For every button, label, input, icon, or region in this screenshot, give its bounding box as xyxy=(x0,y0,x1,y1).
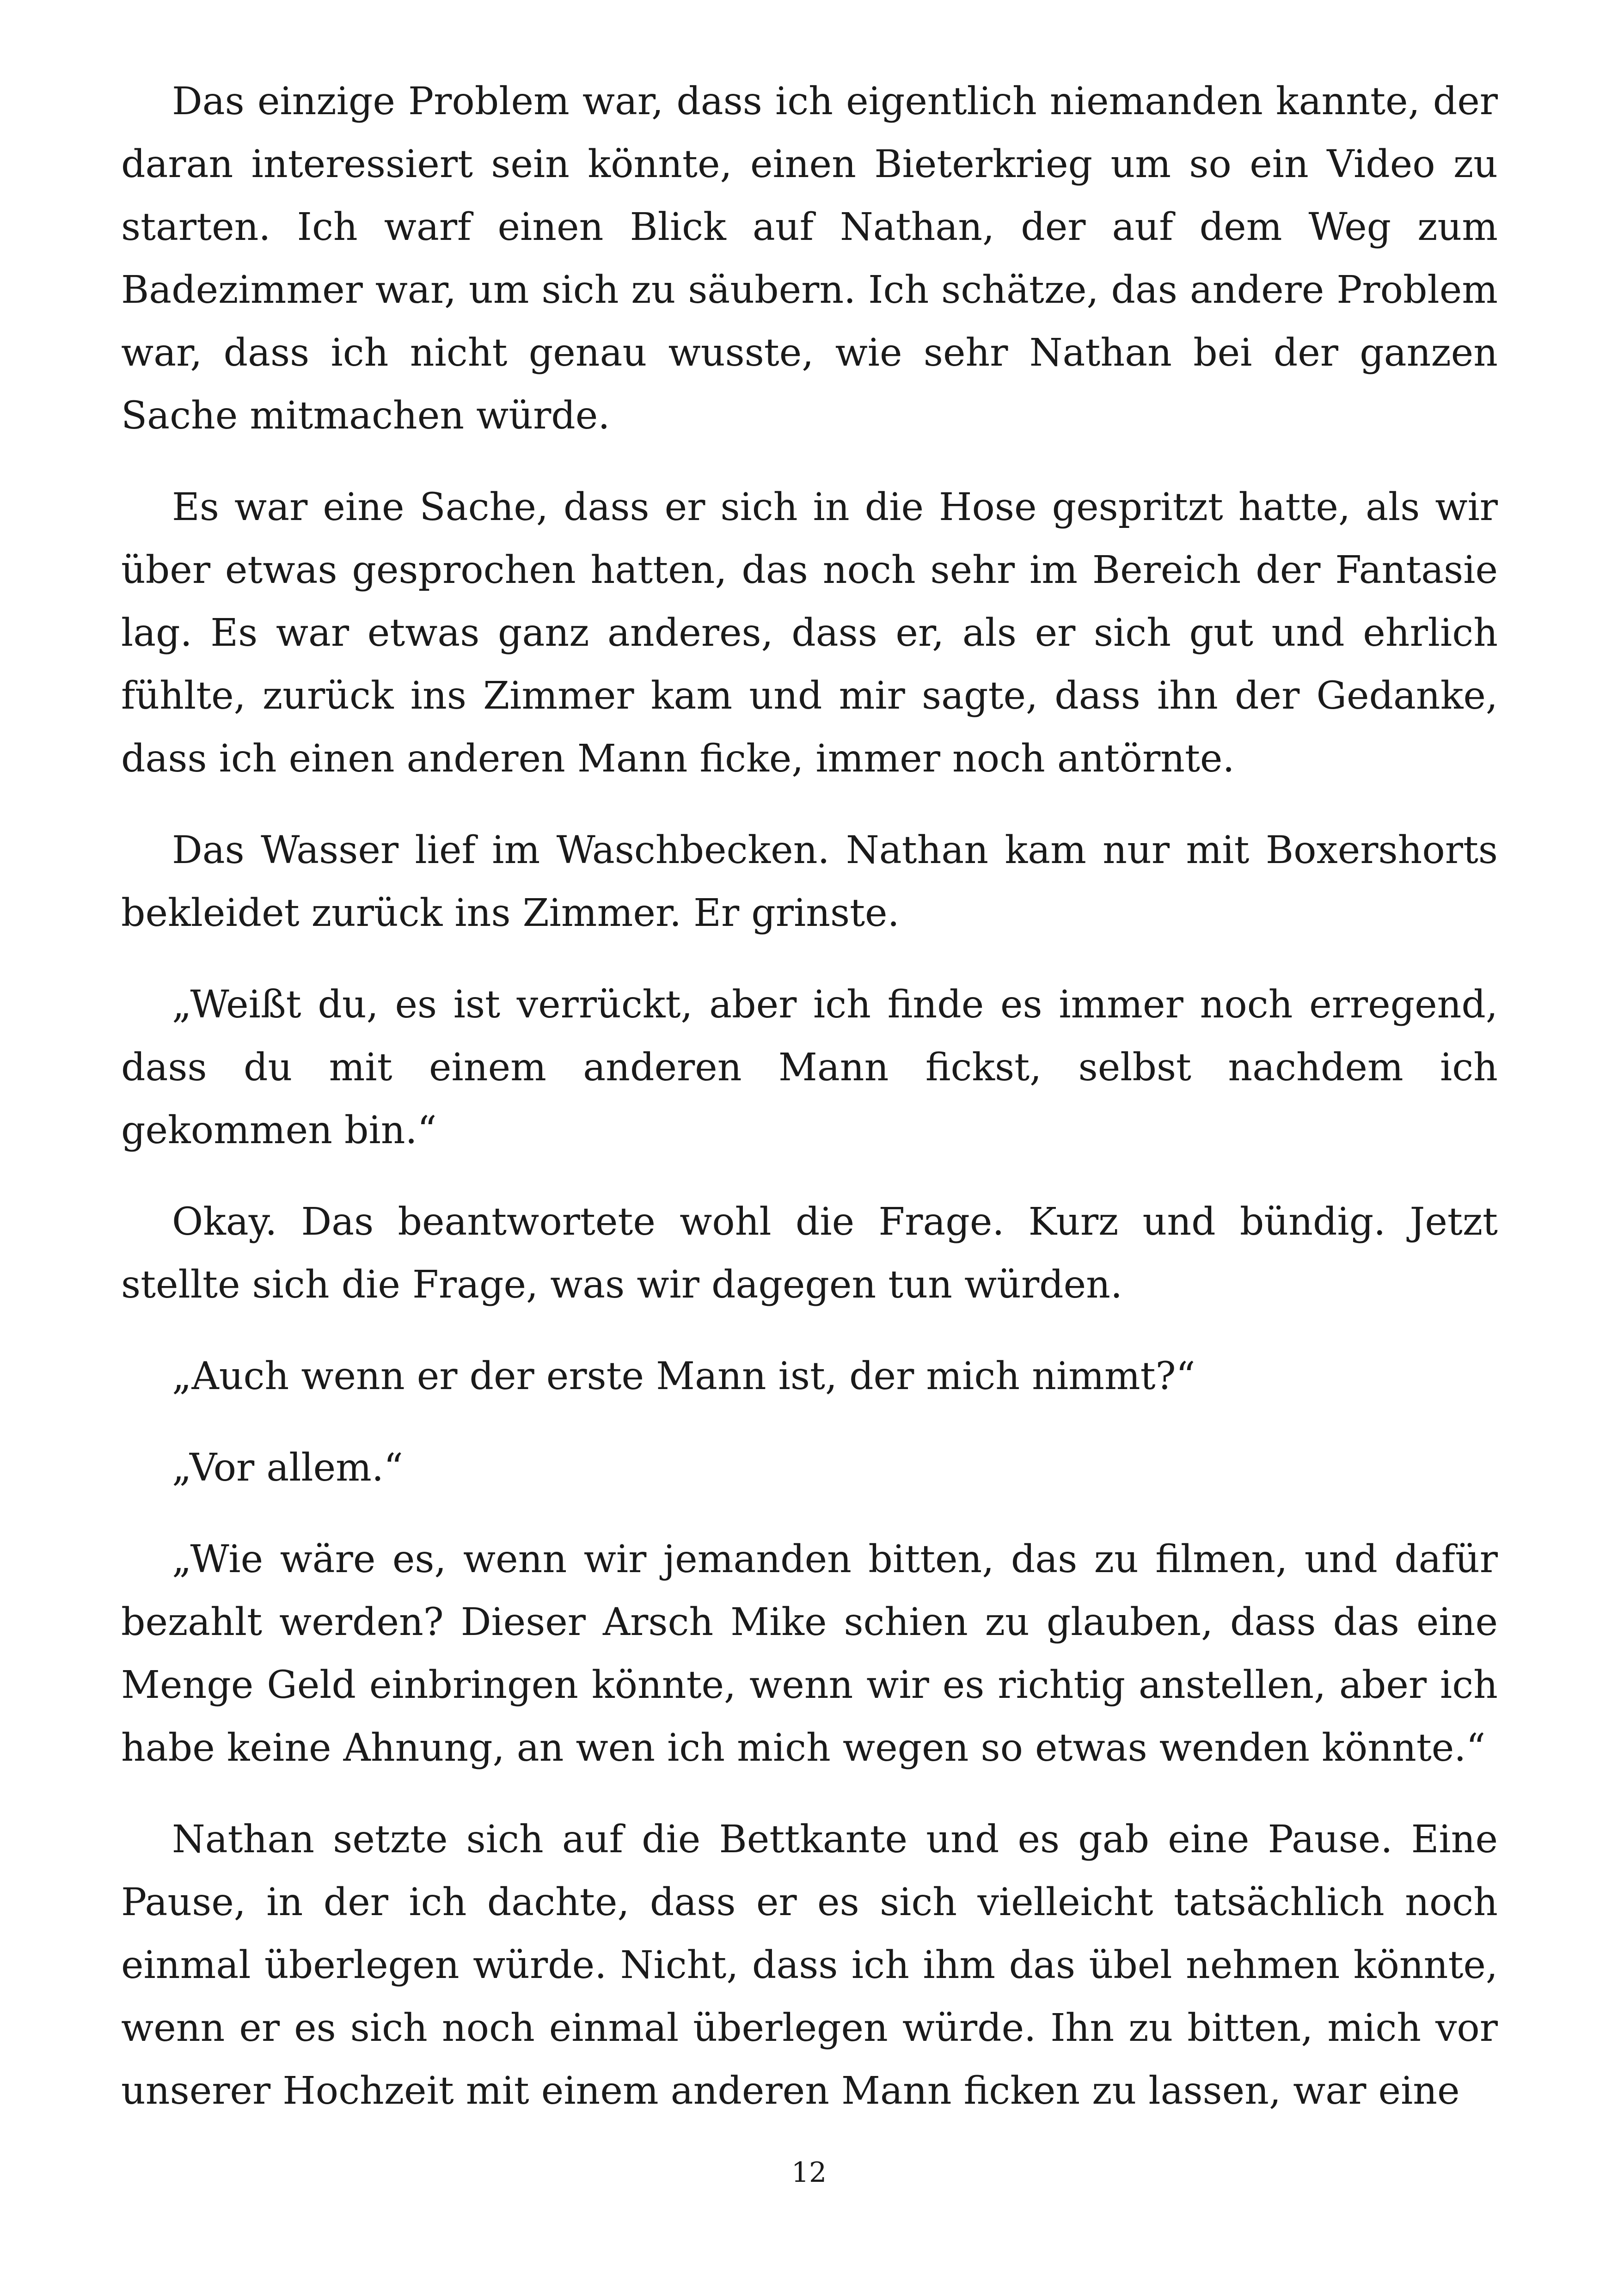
paragraph: „Wie wäre es, wenn wir jemanden bitten, das zu filmen, und dafür bezahlt werden? Dieser Arsch Mike schien zu glauben, dass das eine Menge Geld einbringen könnte, wenn wir es richtig anstellen, aber ich habe keine Ahnung, an wen ich mich wegen so etwas wenden könnte.“ xyxy=(121,1537,1498,1770)
paragraph: Nathan setzte sich auf die Bettkante und es gab eine Pause. Eine Pause, in der ich dachte, dass er es sich vielleicht tatsächlich noch einmal überlegen würde. Nicht, dass ich ihm das übel nehmen könnte, wenn er es sich noch einmal überlegen würde. Ihn zu bitten, mich vor unserer Hochzeit mit einem anderen Mann ficken zu lassen, war eine xyxy=(121,1818,1498,2113)
paragraph: „Weißt du, es ist verrückt, aber ich finde es immer noch erregend, dass du mit einem anderen Mann fickst, selbst nachdem ich gekommen bin.“ xyxy=(121,983,1498,1152)
paragraph: Es war eine Sache, dass er sich in die Hose gespritzt hatte, als wir über etwas gesprochen hatten, das noch sehr im Bereich der Fantasie lag. Es war etwas ganz anderes, dass er, als er sich gut und ehrlich fühlte, zurück ins Zimmer kam und mir sagte, dass ihn der Gedanke, dass ich einen anderen Mann ficke, immer noch antörnte. xyxy=(121,485,1498,781)
paragraph: Das einzige Problem war, dass ich eigentlich niemanden kannte, der daran interessiert sein könnte, einen Bieterkrieg um so ein Video zu starten. Ich warf einen Blick auf Nathan, der auf dem Weg zum Badezimmer war, um sich zu säubern. Ich schätze, das andere Problem war, dass ich nicht genau wusste, wie sehr Nathan bei der ganzen Sache mitmachen würde. xyxy=(121,80,1498,438)
paragraph: Okay. Das beantwortete wohl die Frage. Kurz und bündig. Jetzt stellte sich die Frage, was wir dagegen tun würden. xyxy=(121,1200,1498,1307)
page-number: 12 xyxy=(791,2156,827,2189)
paragraph: Das Wasser lief im Waschbecken. Nathan kam nur mit Boxershorts bekleidet zurück ins Zimmer. Er grinste. xyxy=(121,828,1498,935)
paragraph: „Auch wenn er der erste Mann ist, der mich nimmt?“ xyxy=(172,1354,1195,1398)
paragraph: „Vor allem.“ xyxy=(172,1446,403,1490)
body-text xyxy=(121,70,1498,2151)
